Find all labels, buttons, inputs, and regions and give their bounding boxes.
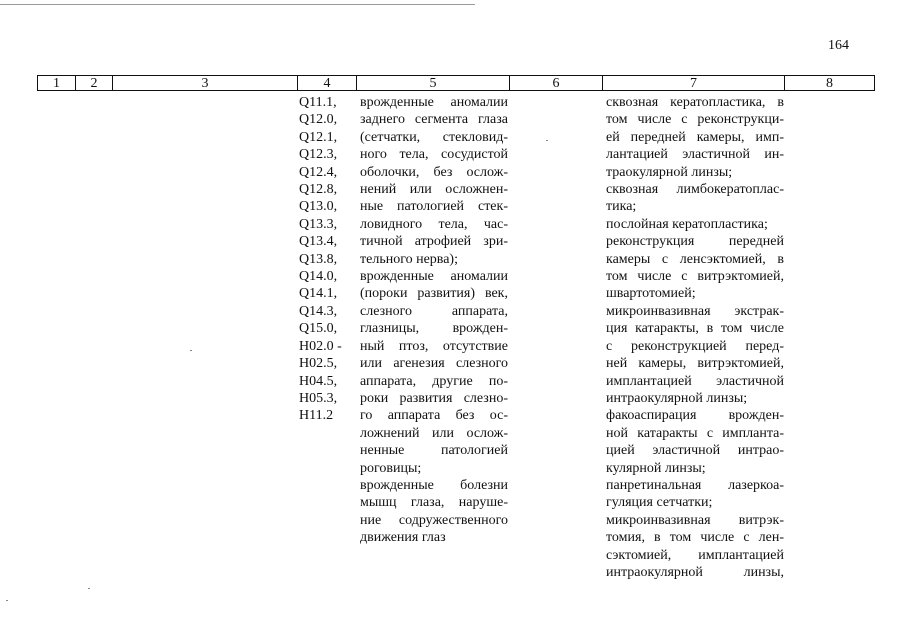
icd-code: Q13.0, bbox=[299, 199, 338, 215]
diagnosis-line: роговицы; bbox=[360, 460, 422, 476]
treatment-line: лантацией эластичной ин- bbox=[606, 147, 784, 163]
icd-code: Q12.8, bbox=[299, 182, 338, 198]
scan-speck bbox=[546, 140, 548, 141]
header-cell-6: 6 bbox=[510, 76, 603, 90]
icd-code: Q15.0, bbox=[299, 321, 338, 337]
treatment-line: ней камеры, витрэктомией, bbox=[606, 356, 784, 372]
scan-speck bbox=[190, 350, 192, 351]
icd-code: Q12.1, bbox=[299, 129, 338, 145]
icd-code: Q14.1, bbox=[299, 286, 338, 302]
treatment-line: кулярной линзы; bbox=[606, 460, 706, 476]
treatment-line: послойная кератопластика; bbox=[606, 216, 768, 232]
diagnosis-line: врожденные аномалии bbox=[360, 95, 508, 110]
diagnosis-line: ный птоз, отсутствие bbox=[360, 338, 508, 354]
treatment-line: ной катаракты с импланта- bbox=[606, 425, 784, 441]
diagnosis-line: ные патологией стек- bbox=[360, 199, 508, 215]
diagnosis-line: нений или осложнен- bbox=[360, 182, 508, 198]
scan-speck bbox=[6, 600, 8, 601]
diagnosis-line: мышц глаза, наруше- bbox=[360, 495, 508, 511]
treatment-line: интраокулярной линзы; bbox=[606, 390, 748, 406]
diagnosis-line: глазницы, врожден- bbox=[360, 321, 508, 337]
icd-codes-column bbox=[299, 94, 355, 425]
diagnosis-line: ловидного тела, час- bbox=[360, 216, 508, 232]
header-cell-7: 7 bbox=[603, 76, 785, 90]
diagnosis-line: врожденные болезни bbox=[360, 477, 508, 493]
treatment-line: интраокулярной линзы, bbox=[606, 564, 784, 580]
treatment-line: сэктомией, имплантацией bbox=[606, 547, 784, 563]
treatment-methods-column bbox=[606, 94, 784, 581]
page-number: 164 bbox=[828, 38, 849, 53]
treatment-line: микроинвазивная экстрак- bbox=[606, 303, 784, 319]
icd-code: Q11.1, bbox=[299, 95, 337, 110]
diagnosis-line: или агенезия слезного bbox=[360, 356, 508, 372]
treatment-line: сквозная лимбокератоплас- bbox=[606, 182, 784, 198]
treatment-line: цией эластичной интрао- bbox=[606, 443, 784, 459]
icd-code: H11.2 bbox=[299, 408, 334, 424]
treatment-line: панретинальная лазеркоа- bbox=[606, 477, 784, 493]
treatment-line: микроинвазивная витрэк- bbox=[606, 512, 784, 528]
icd-code: Q12.3, bbox=[299, 147, 338, 163]
header-cell-3: 3 bbox=[113, 76, 298, 90]
treatment-line: траокулярной линзы; bbox=[606, 164, 733, 180]
icd-code: H02.5, bbox=[299, 356, 338, 372]
diagnosis-line: (пороки развития) век, bbox=[360, 286, 508, 302]
diagnosis-line: (сетчатки, стекловид- bbox=[360, 129, 508, 145]
treatment-line: том числе с реконструкци- bbox=[606, 112, 784, 128]
header-cell-2: 2 bbox=[76, 76, 113, 90]
diagnosis-line: ненные патологией bbox=[360, 443, 508, 459]
icd-code: Q12.0, bbox=[299, 112, 338, 128]
treatment-line: швартотомией; bbox=[606, 286, 696, 302]
treatment-line: с реконструкцией перед- bbox=[606, 338, 784, 354]
icd-code: Q14.0, bbox=[299, 269, 338, 285]
icd-code: H02.0 - bbox=[299, 338, 342, 354]
treatment-line: ей передней камеры, имп- bbox=[606, 129, 784, 145]
diagnosis-line: движения глаз bbox=[360, 530, 446, 546]
treatment-line: реконструкция передней bbox=[606, 234, 784, 250]
diagnosis-line: го аппарата без ос- bbox=[360, 408, 508, 424]
diagnosis-line: тичной атрофией зри- bbox=[360, 234, 508, 250]
header-cell-4: 4 bbox=[298, 76, 357, 90]
icd-code: Q13.4, bbox=[299, 234, 338, 250]
top-border-rule bbox=[0, 4, 475, 5]
diagnosis-line: заднего сегмента глаза bbox=[360, 112, 508, 128]
icd-code: Q14.3, bbox=[299, 303, 338, 319]
icd-code: Q13.3, bbox=[299, 216, 338, 232]
diagnosis-line: тельного нерва); bbox=[360, 251, 458, 267]
icd-code: Q12.4, bbox=[299, 164, 338, 180]
treatment-line: сквозная кератопластика, в bbox=[606, 95, 784, 110]
treatment-line: ция катаракты, в том числе bbox=[606, 321, 784, 337]
diagnosis-line: аппарата, другие по- bbox=[360, 373, 508, 389]
header-cell-5: 5 bbox=[357, 76, 510, 90]
treatment-line: тика; bbox=[606, 199, 637, 215]
diagnosis-line: врожденные аномалии bbox=[360, 269, 508, 285]
treatment-line: камеры с ленсэктомией, в bbox=[606, 251, 784, 267]
treatment-line: факоаспирация врожден- bbox=[606, 408, 784, 424]
diagnosis-line: ложнений или ослож- bbox=[360, 425, 508, 441]
treatment-line: том числе с витрэктомией, bbox=[606, 269, 784, 285]
scan-speck bbox=[88, 588, 90, 589]
diagnosis-line: ние содружественного bbox=[360, 512, 508, 528]
diagnosis-line: оболочки, без ослож- bbox=[360, 164, 508, 180]
treatment-line: гуляция сетчатки; bbox=[606, 495, 713, 511]
table-header-row bbox=[37, 75, 875, 91]
diagnosis-column bbox=[360, 94, 508, 547]
icd-code: H04.5, bbox=[299, 373, 338, 389]
treatment-line: имплантацией эластичной bbox=[606, 373, 784, 389]
icd-code: H05.3, bbox=[299, 390, 338, 406]
icd-code: Q13.8, bbox=[299, 251, 338, 267]
treatment-line: томия, в том числе с лен- bbox=[606, 530, 784, 546]
diagnosis-line: слезного аппарата, bbox=[360, 303, 508, 319]
header-cell-1: 1 bbox=[38, 76, 76, 90]
header-cell-8: 8 bbox=[826, 76, 833, 91]
diagnosis-line: роки развития слезно- bbox=[360, 390, 508, 406]
diagnosis-line: ного тела, сосудистой bbox=[360, 147, 508, 163]
